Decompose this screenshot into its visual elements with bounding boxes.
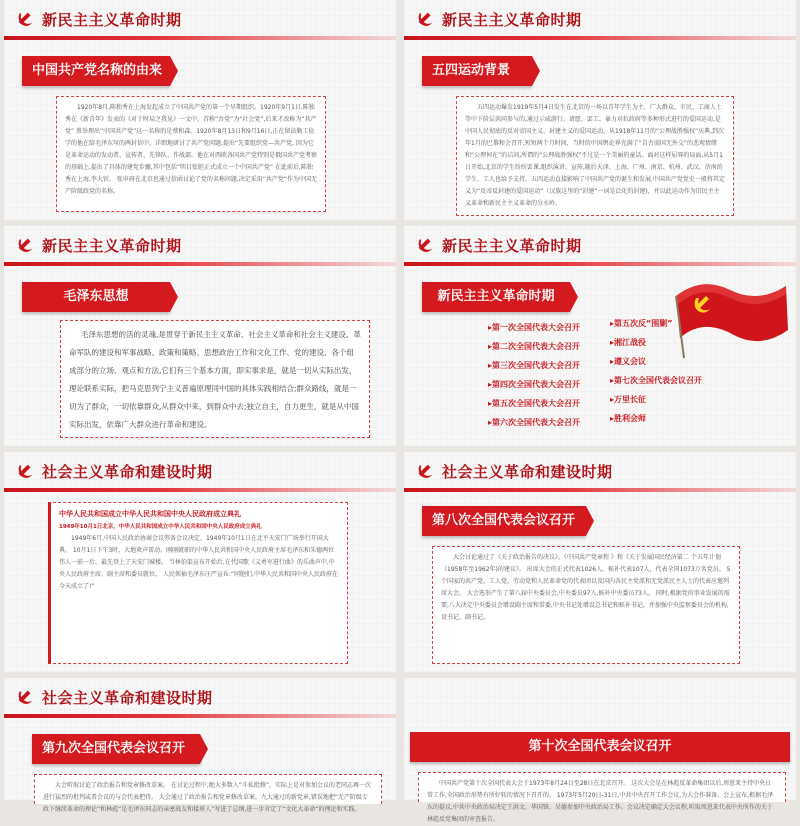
body-text: 中国共产党第十次全国代表大会于1973年8月24日至28日在北京召开。 这次大会是在林彪反革命集团以后,周恩来主持中央日常工作,全国政治形势有所好转的情况下召开的。 1973年5月20日-31日,中共中央召开工作会议,为大会作准备。会上宣布,根据毛泽东的提议,中共中央政治局决定王洪文、华国锋、吴德参加中央政治局工作。会议决定确定大会议程,听取周恩来代表中央所作的关于林彪反党集团的审查报告。 xyxy=(427,780,774,823)
slide-header xyxy=(404,452,796,488)
slide-header xyxy=(4,0,396,36)
list-item[interactable]: ▸ 第七次全国代表会议召开 xyxy=(610,371,702,390)
list-item[interactable]: ▸ 第一次全国代表大会召开 xyxy=(488,318,580,337)
sub-title: 中华人民共和国成立中华人民共和国中央人民政府成立典礼 xyxy=(59,510,241,518)
body-text: 毛泽东思想的活的灵魂,是贯穿于新民主主义革命、社会主义革命和社会主义建设、革命军队的建设和军事战略、政策和策略、思想政治工作和文化工作、党的建设、各个组成部分的立场、观点和方法,它们有三个基本方面，即实事求是，就是一切从实际出发，理论联系实际，把马克思列宁主义普遍原理同中国的具体实践相结合;群众路线，就是一切为了群众，一切依靠群众,从群众中来，到群众中去;独立自主，自力更生，就是从中国实际出发，依靠广大群众进行革命和建设。 xyxy=(69,330,361,429)
section-banner xyxy=(422,506,586,536)
list-item[interactable]: ▸ 第二次全国代表大会召开 xyxy=(488,337,580,356)
slide-header xyxy=(4,452,396,488)
list-item[interactable]: ▸ 湘江战役 xyxy=(610,333,702,352)
text-box xyxy=(56,96,326,212)
slide-8[interactable] xyxy=(404,678,796,823)
slide-4[interactable] xyxy=(404,226,796,446)
slide-7[interactable] xyxy=(4,678,396,813)
body-text: 五四运动爆发1919年5月4日发生在北京的一场以青年学生为主，广大群众、市民、工商人士等中下阶层共同参与的,通过示威游行、请愿、罢工、暴力对抗政府等多种形式进行的爱国运动,是中国人民彻底的反对帝国主义、封建主义的爱国运动。从1918年11月的“公理战胜强权”庆典,到次年1月的巴黎和会召开,短短两个月时间，当时的中国舆论界充满了“自古弱国无外交”的悲观情绪和“公理何在”的诘问,所谓的“公理战胜强权”不过是一个美丽的童话。面对这样屈辱的局面,从5月1日开始,北京的学生纷纷罢课,组织演讲、宣传,随后天津、上海、广州、南京、杭州、武汉、济南的学生、工人也给予支持。五四运动直接影响了中国共产党的诞生和发展,中国共产党党史一般将其定义为“反帝反封建的爱国运动”（汉族这里的“封建”一词是泛化的封建)，并以此运动作为旧民主主义革命和新民主主义革命的分水岭。 xyxy=(465,104,725,207)
list-item[interactable]: ▸ 第五次全国代表大会召开 xyxy=(488,394,580,413)
section-banner xyxy=(22,282,170,312)
body-text: 大会听取讨论了政治报告和党章修改草案。 在讨论过程中,绝大多数人“斗私批修”，实际上是对参加会议的老同志再一次进行猛烈的批判或者会议的与会代表把持。 大会通过了政治报告和党章修改草案。九大通过的新党章,错误地把“无产阶级专政下继续革命的理论”和林彪“是毛泽东同志的亲密战友和接班人”写进了总纲,进一步肯定了“文化大革命”的理论和实践。 xyxy=(43,782,372,813)
sub-title-secondary: 1949年10月1日北京，中华人民共和国成立中华人民共和国中央人民政府成立典礼 xyxy=(59,524,262,530)
section-banner xyxy=(422,282,570,312)
slide-2[interactable] xyxy=(404,0,796,220)
banner-text: 新民主主义革命时期 xyxy=(437,289,555,304)
list-item[interactable]: ▸ 第三次全国代表大会召开 xyxy=(488,356,580,375)
text-box xyxy=(48,502,348,664)
header-title: 社会主义革命和建设时期 xyxy=(442,463,613,481)
header-title: 社会主义革命和建设时期 xyxy=(42,689,213,707)
section-banner xyxy=(32,734,200,764)
body-text: 1949年6月,中国人民政治协商会议筹备会议决定，1949年10月1日在北平天安门广场举行开国大典。 10月1日下午3时，大地欢声雷动。刚刚就职的中华人民共和国中央人民政府主席毛泽东和朱德两位伟人一前一后，最先登上了天安门城楼。 当林伯渠宣布开始后,在代国歌《义勇军进行曲》的乐曲声中,中央人民政府主席、副主席和委员就位。 人民领袖毛泽东庄严宣布:“同胞们,中华人民共和国中央人民政府在今天成立了!” xyxy=(59,535,338,590)
header-rule xyxy=(404,262,796,266)
header-title: 新民主主义革命时期 xyxy=(42,237,182,255)
header-rule xyxy=(4,262,396,266)
text-box xyxy=(418,772,786,823)
section-banner xyxy=(422,56,532,86)
text-box xyxy=(456,96,734,216)
slide-header xyxy=(404,0,796,36)
header-title: 新民主主义革命时期 xyxy=(442,237,582,255)
banner-text: 第九次全国代表会议召开 xyxy=(42,741,186,756)
red-flag-icon xyxy=(672,268,790,360)
body-text: 1920年8月,陈独秀在上海发起成立了中国共产党的第一个早期组织。1920年9月1日,陈独秀在《新青年》发表的《对于时局之我见》一文中，首称“吾党”为“社会党”,后来才改称为“共产党” 蔡举理出“中国共产党”这一名称的是蔡和森。1920年8月13日和9月16日,正在留法勤工俭学的他在给毛泽东写的两封信中，详细地研讨了共产党问题,提出“先要组织党—共产党, 因为它是革命运动的发动者、宣传者、先锋队、作战部。他在对西欧各国共产党特别是俄国共产党考察的基础上,提出了具体的建党步骤,其中包括“明目张胆正式成立一个中国共产党” 在此前后,陈独秀在上海,李大钊、 张申府在北京也通过信函讨论了党的名称问题,决定采用“共产党”作为中国无产阶级政党的名称。 xyxy=(65,104,318,195)
list-item[interactable]: ▸ 胜利会师 xyxy=(610,409,702,428)
slide-5[interactable] xyxy=(4,452,396,672)
header-rule xyxy=(404,488,796,492)
list-item[interactable]: ▸ 第五次反“围剿” xyxy=(610,314,702,333)
slide-header xyxy=(4,678,396,714)
header-rule xyxy=(4,36,396,40)
list-item[interactable]: ▸ 万里长征 xyxy=(610,390,702,409)
party-emblem-icon xyxy=(14,8,36,30)
header-title: 社会主义革命和建设时期 xyxy=(42,463,213,481)
party-emblem-icon xyxy=(414,234,436,256)
events-list-left xyxy=(488,318,580,432)
slide-6[interactable] xyxy=(404,452,796,672)
banner-text: 第八次全国代表会议召开 xyxy=(432,513,576,528)
party-emblem-icon xyxy=(14,460,36,482)
party-emblem-icon xyxy=(14,234,36,256)
party-emblem-icon xyxy=(14,686,36,708)
banner-text: 五四运动背景 xyxy=(432,63,511,78)
section-banner xyxy=(410,732,790,762)
header-rule xyxy=(404,36,796,40)
slide-header xyxy=(4,226,396,262)
header-title: 新民主主义革命时期 xyxy=(442,11,582,29)
body-text: 大会讨论通过了《关于政治报告的决议》、《中国共产党章程 》和《关于发展国民经济第二 个五年计划（1958年至1962年)的建议》。 出席大会的正式代表1026人，候补代表107人，代表全国1073万名党员。 5个国家的共产党、工人党、劳动党和人民革命党的代表团以及国内各民主党派和无党派民主人士的代表应邀列席大会。 大会选举产生了第八届中央委员会,中央委员97人,候补中央委员73人。 同时,根据党的事业发展的需要,八大决定中央委员会增设副主席和常委,中央书记处增设总书记和候补书记，并加强中央监察委员会的机构,设书记、副书记。 xyxy=(441,554,731,621)
banner-text: 中国共产党名称的由来 xyxy=(32,63,163,78)
header-title: 新民主主义革命时期 xyxy=(42,11,182,29)
text-box xyxy=(60,320,370,438)
text-box xyxy=(34,774,382,813)
party-emblem-icon xyxy=(414,460,436,482)
header-rule xyxy=(4,488,396,492)
header-rule xyxy=(4,714,396,718)
list-item[interactable]: ▸ 第四次全国代表大会召开 xyxy=(488,375,580,394)
slide-1[interactable] xyxy=(4,0,396,220)
slide-3[interactable] xyxy=(4,226,396,446)
section-banner xyxy=(22,56,170,86)
banner-text: 第十次全国代表会议召开 xyxy=(528,739,672,754)
banner-text: 毛泽东思想 xyxy=(63,289,129,304)
party-emblem-icon xyxy=(414,8,436,30)
text-box xyxy=(432,546,740,664)
list-item[interactable]: ▸ 遵义会议 xyxy=(610,352,702,371)
list-item[interactable]: ▸ 第六次全国代表大会召开 xyxy=(488,413,580,432)
slide-header xyxy=(404,226,796,262)
